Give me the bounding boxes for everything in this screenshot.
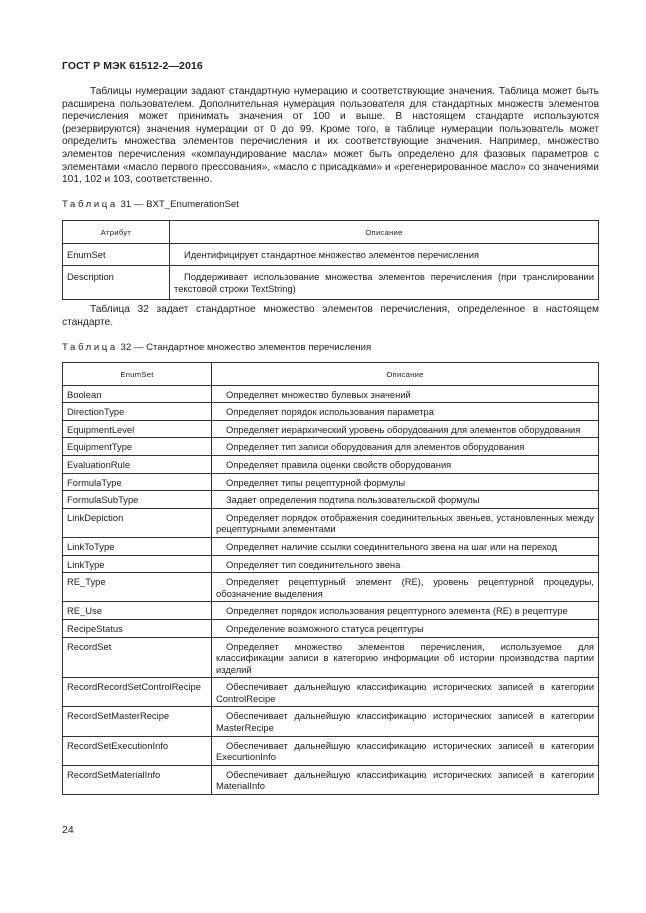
attribute-cell: LinkDepiction bbox=[63, 508, 212, 537]
description-text: Обеспечивает дальнейшую классификацию исторических записей в категории ControlRecipe bbox=[216, 681, 594, 704]
description-cell bbox=[212, 438, 599, 456]
description-cell bbox=[212, 736, 599, 765]
attribute-cell: Description bbox=[63, 266, 170, 300]
description-cell bbox=[212, 619, 599, 637]
table32 bbox=[62, 362, 599, 795]
table-row bbox=[63, 573, 599, 602]
table-row bbox=[63, 619, 599, 637]
description-cell bbox=[212, 403, 599, 421]
attribute-cell: RecordSetExecutionInfo bbox=[63, 736, 212, 765]
attribute-cell: DirectionType bbox=[63, 403, 212, 421]
description-text: Определяет типы рецептурной формулы bbox=[226, 476, 406, 488]
table-row bbox=[63, 555, 599, 573]
description-text: Обеспечивает дальнейшую классификацию исторических записей в категории ExecurtionInfo bbox=[216, 739, 594, 763]
description-cell bbox=[212, 637, 599, 678]
description-text: Определяет множество булевых значений bbox=[226, 388, 411, 400]
description-cell bbox=[212, 555, 599, 573]
table31-caption bbox=[62, 199, 239, 210]
table-row bbox=[63, 508, 599, 537]
table31-header-row bbox=[63, 221, 599, 244]
description-cell bbox=[212, 420, 599, 438]
description-text: Определяет правила оценки свойств оборудования bbox=[226, 458, 452, 470]
attribute-cell: EquipmentLevel bbox=[63, 420, 212, 438]
table31-caption-rest: 31 — BXT_EnumerationSet bbox=[120, 199, 239, 210]
description-text: Идентифицирует стандартное множество элементов перечисления bbox=[184, 248, 480, 260]
description-text: Определяет наличие ссылки соединительного звена на шаг или на переход bbox=[226, 540, 558, 552]
table-row bbox=[63, 637, 599, 678]
description-cell bbox=[212, 508, 599, 537]
description-cell bbox=[212, 573, 599, 602]
description-text: Определяет тип записи оборудования для элементов оборудования bbox=[226, 441, 525, 453]
description-text: Поддерживает использование множества элементов перечисления (при транслировании текстовой строки TextString) bbox=[174, 271, 594, 294]
description-cell bbox=[212, 491, 599, 509]
description-cell bbox=[212, 678, 599, 707]
table-row bbox=[63, 243, 599, 266]
description-cell bbox=[212, 537, 599, 555]
attribute-cell: FormulaSubType bbox=[63, 491, 212, 509]
table-row bbox=[63, 736, 599, 765]
description-text: Определяет порядок отображения соединительных звеньев, установленных между рецептурными элементами bbox=[216, 511, 594, 535]
attribute-cell: LinkToType bbox=[63, 537, 212, 555]
table32-caption-word: Таблица bbox=[62, 342, 118, 353]
table-row bbox=[63, 765, 599, 794]
attribute-cell: RE_Use bbox=[63, 602, 212, 620]
attribute-cell: RecordSetMaterialInfo bbox=[63, 765, 212, 794]
table-row bbox=[63, 707, 599, 736]
description-text: Определяет рецептурный элемент (RE), уровень рецептурной процедуры, обозначение выделения bbox=[216, 576, 594, 599]
table32-caption-rest: 32 — Стандартное множество элементов перечисления bbox=[120, 342, 372, 353]
description-text: Задает определения подтипа пользовательской формулы bbox=[226, 494, 480, 506]
description-cell bbox=[170, 243, 599, 266]
table-row bbox=[63, 473, 599, 491]
document-header: ГОСТ Р МЭК 61512-2—2016 bbox=[62, 60, 203, 72]
table-row bbox=[63, 602, 599, 620]
description-cell bbox=[212, 602, 599, 620]
table32-header-row bbox=[63, 363, 599, 386]
table32-header-description: Описание bbox=[212, 363, 599, 386]
description-cell bbox=[212, 707, 599, 736]
table-row bbox=[63, 420, 599, 438]
description-text: Определяет порядок использования параметра bbox=[226, 406, 434, 418]
attribute-cell: EvaluationRule bbox=[63, 455, 212, 473]
attribute-cell: EquipmentType bbox=[63, 438, 212, 456]
intro-paragraph bbox=[62, 86, 599, 187]
description-text: Определяет множество элементов перечисления, используемое для классификации записи в категорию информации об истории производства партии изделий bbox=[216, 640, 594, 675]
description-text: Определяет иерархический уровень оборудования для элементов оборудования bbox=[226, 423, 581, 435]
description-text: Определяет тип соединительного звена bbox=[226, 558, 401, 570]
description-cell bbox=[212, 765, 599, 794]
attribute-cell: FormulaType bbox=[63, 473, 212, 491]
attribute-cell: RecordSetMasterRecipe bbox=[63, 707, 212, 736]
table-row bbox=[63, 403, 599, 421]
attribute-cell: RecipeStatus bbox=[63, 619, 212, 637]
table32-caption bbox=[62, 342, 371, 353]
table31-header-description: Описание bbox=[170, 221, 599, 244]
page-number: 24 bbox=[62, 824, 74, 836]
description-cell bbox=[212, 455, 599, 473]
attribute-cell: LinkType bbox=[63, 555, 212, 573]
mid-paragraph bbox=[62, 304, 599, 329]
description-text: Определение возможного статуса рецептуры bbox=[226, 622, 424, 634]
attribute-cell: EnumSet bbox=[63, 243, 170, 266]
table31-header-attribute: Атрибут bbox=[63, 221, 170, 244]
table-row bbox=[63, 491, 599, 509]
table-row bbox=[63, 385, 599, 403]
description-cell bbox=[212, 385, 599, 403]
table-row bbox=[63, 266, 599, 300]
table-row bbox=[63, 678, 599, 707]
attribute-cell: RecordSet bbox=[63, 637, 212, 678]
attribute-cell: RecordRecordSetControlRecipe bbox=[63, 678, 212, 707]
table32-header-enumset: EnumSet bbox=[63, 363, 212, 386]
description-text: Определяет порядок использования рецептурного элемента (RE) в рецептуре bbox=[226, 605, 568, 617]
table-row bbox=[63, 438, 599, 456]
table31 bbox=[62, 220, 599, 300]
attribute-cell: RE_Type bbox=[63, 573, 212, 602]
description-cell bbox=[170, 266, 599, 300]
attribute-cell: Boolean bbox=[63, 385, 212, 403]
intro-text: Таблицы нумерации задают стандартную нумерацию и соответствующие значения. Таблица может быть расширена пользователем. Дополнительная нумерация пользователя для стандартных множеств элементов перечисления может принимать значения от 100 и выше. В настоящем стандарте используются (резервируются) значения нумерации от 0 до 99. Кроме того, в таблице нумерации пользователь может определить множества элементов перечисления и их соответствующие значения. Например, множество элементов перечисления «компаундирование масла» может быть определено для фазовых параметров с элементами «масло первого прессования», «масло с присадками» и «регенерированное масло» со значениями 101, 102 и 103, соответственно. bbox=[62, 86, 599, 186]
description-text: Обеспечивает дальнейшую классификацию исторических записей в категории MaterialInfo bbox=[216, 768, 594, 792]
table-row bbox=[63, 455, 599, 473]
table-row bbox=[63, 537, 599, 555]
description-text: Обеспечивает дальнейшую классификацию исторических записей в категории MasterRecipe bbox=[216, 710, 594, 734]
description-cell bbox=[212, 473, 599, 491]
table31-caption-word: Таблица bbox=[62, 199, 118, 210]
mid-text: Таблица 32 задает стандартное множество элементов перечисления, определенное в настоящем стандарте. bbox=[62, 304, 599, 328]
